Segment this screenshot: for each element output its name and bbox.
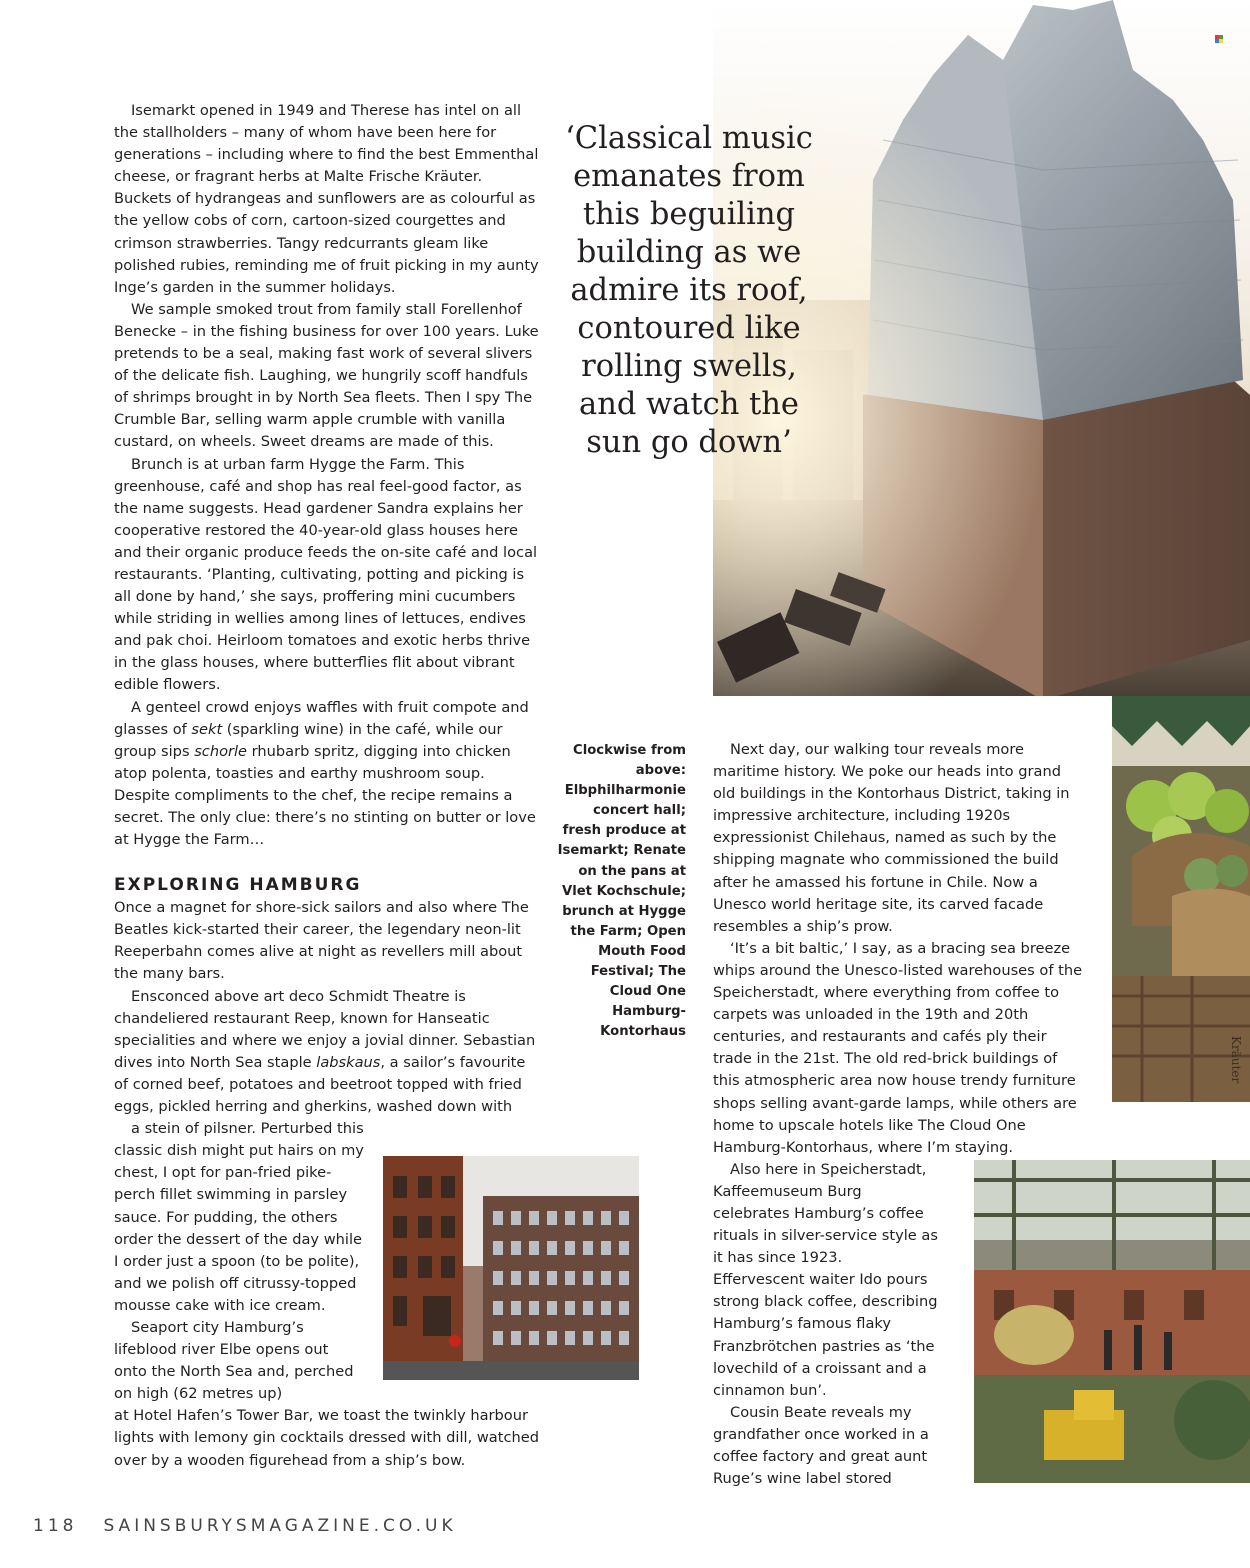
paragraph-kaffeemuseum: Also here in Speicherstadt, Kaffeemuseum Burg celebrates Hamburg’s coffee rituals in silver-service style as it has since 1923. Effervescent waiter Ido pours strong black coffee, describing Hamburg’s famous flaky Franzbrötchen pastries as ‘the lovechild of a croissant and a cinnamon bun’. [713, 1160, 938, 1399]
page-number: 118 [33, 1516, 78, 1536]
right-text-column [713, 739, 1083, 1490]
paragraph-walking-tour: Next day, our walking tour reveals more maritime history. We poke our heads into grand old buildings in the Kontorhaus District, taking in impressive architecture, including 1920s expressionist Chilehaus, named as such by the shipping magnate who commissioned the build after he amassed his fortune in Chile. Now a Unesco world heritage site, its carved facade resembles a ship’s prow. [713, 741, 1070, 935]
color-registration-mark [1215, 30, 1225, 40]
paragraph-tower-bar: at Hotel Hafen’s Tower Bar, we toast the twinkly harbour lights with lemony gin cocktails dressed with dill, watched over by a wooden figurehead from a ship’s bow. [114, 1407, 539, 1469]
paragraph-cousin-beate: Cousin Beate reveals my grandfather once worked in a coffee factory and great aunt Ruge’s wine label stored [713, 1403, 929, 1488]
page-footer [33, 1516, 457, 1536]
produce-market-photo [1112, 696, 1250, 1102]
paragraph-speicherstadt: ‘It’s a bit baltic,’ I say, as a bracing sea breeze whips around the Unesco-listed warehouses of the Speicherstadt, where everything from coffee to carpets was unloaded in the 19th and 20th centuries, and restaurants and cafés ply their trade in the 21st. The old red-brick buildings of this atmospheric area now house trendy furniture shops selling avant-garde lamps, while others are home to upscale hotels like The Cloud One Hamburg-Kontorhaus, where I’m staying. [713, 939, 1083, 1156]
photo-caption: Clockwise from above: Elbphilharmonie concert hall; fresh produce at Isemarkt; Renate on the pans at Vlet Kochschule; brunch at Hygge the Farm; Open Mouth Food Festival; The Cloud One Hamburg-Kontorhaus [557, 743, 686, 1040]
section-heading-exploring-hamburg: EXPLORING HAMBURG [114, 875, 362, 896]
paragraph-pike-perch: a stein of pilsner. Perturbed this classic dish might put hairs on my chest, I opt for pan-fried pike-perch fillet swimming in parsley sauce. For pudding, the others order the dessert of the day while I order just a spoon (to be polite), and we polish off citrussy-topped mousse cake with ice cream. [114, 1120, 364, 1314]
paragraph-hygge-farm: Brunch is at urban farm Hygge the Farm. This greenhouse, café and shop has real feel-good factor, as the name suggests. Head gardener Sandra explains her cooperative restored the 40-year-old glass houses here and their organic produce feeds the on-site café and local restaurants. ‘Planting, cultivating, potting and picking is all done by hand,’ she says, proffering mini cucumbers while striding in wellies among lines of lettuces, endives and pak choi. Heirloom tomatoes and exotic herbs thrive in the glass houses, where butterflies flit about vibrant edible flowers. [114, 455, 538, 694]
paragraph-elbe-narrow: Seaport city Hamburg’s lifeblood river Elbe opens out onto the North Sea and, perched on high (62 metres up) [114, 1318, 354, 1403]
paragraph-reeperbahn: Once a magnet for shore-sick sailors and also where The Beatles kick-started their career, the legendary neon-lit Reeperbahn comes alive at night as revellers mill about the many bars. [114, 899, 529, 983]
paragraph-reep-restaurant: Ensconced above art deco Schmidt Theatre is chandeliered restaurant Reep, known for Hanseatic specialities and where we enjoy a jovial dinner. Sebastian dives into North Sea staple labskaus, a sailor’s favourite of corned beef, potatoes and beetroot topped with fried eggs, pickled herring and gherkins, washed down with [114, 987, 536, 1116]
paragraph-isemarkt: Isemarkt opened in 1949 and Therese has intel on all the stallholders – many of whom have been here for generations – including where to find the best Emmenthal cheese, or fragrant herbs at Malte Frische Kräuter. Buckets of hydrangeas and sunflowers are as colourful as the yellow cobs of corn, cartoon-sized courgettes and crimson strawberries. Tangy redcurrants gleam like polished rubies, reminding me of fruit picking in my aunty Inge’s garden in the summer holidays. [114, 102, 539, 296]
magazine-url: SAINSBURYSMAGAZINE.CO.UK [103, 1516, 457, 1536]
produce-crate-label: Kräuter [1229, 1036, 1243, 1084]
left-text-column [114, 100, 539, 1472]
pull-quote: ‘Classical music emanates from this beguiling building as we admire its roof, contoured like rolling swells, and watch the sun go down’ [565, 121, 813, 460]
paragraph-smoked-trout: We sample smoked trout from family stall Forellenhof Benecke – in the fishing business for over 100 years. Luke pretends to be a seal, making fast work of several slivers of the delicate fish. Laughing, we hungrily scoff handfuls of shrimps brought in by North Sea fleets. Then I spy The Crumble Bar, selling warm apple crumble with vanilla custard, on wheels. Sweet dreams are made of this. [114, 300, 539, 451]
paragraph-waffles: A genteel crowd enjoys waffles with fruit compote and glasses of sekt (sparkling wine) in the café, while our group sips schorle rhubarb spritz, digging into chicken atop polenta, toasties and earthy mushroom soup. Despite compliments to the chef, the recipe remains a secret. The only clue: there’s no stinting on butter or love at Hygge the Farm… [114, 698, 536, 849]
